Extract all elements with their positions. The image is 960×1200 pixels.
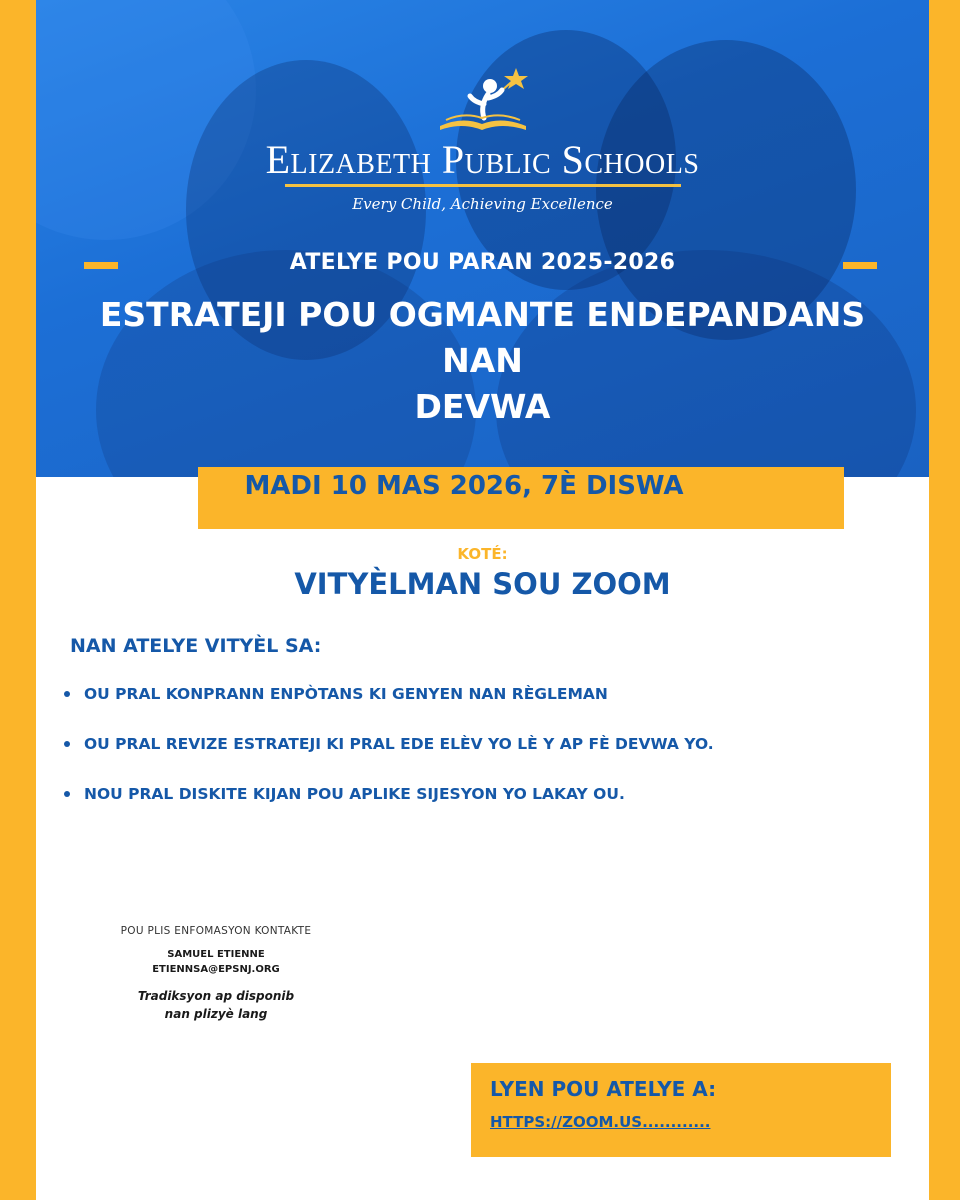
school-logo bbox=[36, 62, 929, 213]
workshop-points bbox=[62, 683, 714, 833]
event-subtitle: ATELYE POU PARAN 2025-2026 bbox=[289, 250, 676, 275]
contact-name: SAMUEL ETIENNE bbox=[167, 949, 265, 960]
location-label: KOTÉ: bbox=[457, 545, 508, 563]
translation-note-line: nan plizyè lang bbox=[164, 1007, 268, 1021]
list-item bbox=[62, 733, 714, 783]
list-item-text: NOU PRAL DISKITE KIJAN POU APLIKE SIJESYON YO LAKAY OU. bbox=[84, 785, 625, 803]
flyer-page bbox=[36, 0, 929, 1200]
headline-line: ESTRATEJI POU OGMANTE ENDEPANDANS NAN bbox=[99, 295, 866, 380]
contact-label: POU PLIS ENFOMASYON KONTAKTE bbox=[120, 925, 312, 937]
list-item-text: OU PRAL KONPRANN ENPÒTANS KI GENYEN NAN RÈGLEMAN bbox=[84, 685, 608, 703]
event-location: VITYÈLMAN SOU ZOOM bbox=[294, 567, 671, 601]
school-tagline: Every Child, Achieving Excellence bbox=[352, 195, 613, 213]
translation-note-line: Tradiksyon ap disponib bbox=[137, 989, 295, 1003]
hero-banner bbox=[36, 0, 929, 477]
bullet-dot-icon bbox=[64, 691, 70, 697]
zoom-link-box bbox=[471, 1063, 891, 1157]
child-reading-book-with-star-icon bbox=[418, 62, 548, 134]
list-item-text: OU PRAL REVIZE ESTRATEJI KI PRAL EDE ELÈV YO LÈ Y AP FÈ DEVWA YO. bbox=[84, 735, 714, 753]
list-item bbox=[62, 683, 714, 733]
zoom-link[interactable]: HTTPS://ZOOM.US............ bbox=[490, 1113, 711, 1131]
workshop-intro: NAN ATELYE VITYÈL SA: bbox=[70, 635, 322, 657]
headline-line: DEVWA bbox=[414, 387, 551, 426]
logo-divider bbox=[285, 184, 681, 187]
contact-block bbox=[81, 925, 351, 1023]
event-date: MADI 10 MAS 2026, 7È DISWA bbox=[244, 471, 684, 501]
date-banner bbox=[198, 467, 844, 529]
school-name: Elizabeth Public Schools bbox=[265, 137, 700, 182]
zoom-link-label: LYEN POU ATELYE A: bbox=[490, 1077, 717, 1101]
translation-note bbox=[81, 987, 351, 1023]
bullet-dot-icon bbox=[64, 791, 70, 797]
event-headline bbox=[56, 292, 909, 430]
contact-email[interactable]: ETIENNSA@EPSNJ.ORG bbox=[152, 964, 280, 975]
bullet-dot-icon bbox=[64, 741, 70, 747]
list-item bbox=[62, 783, 714, 833]
